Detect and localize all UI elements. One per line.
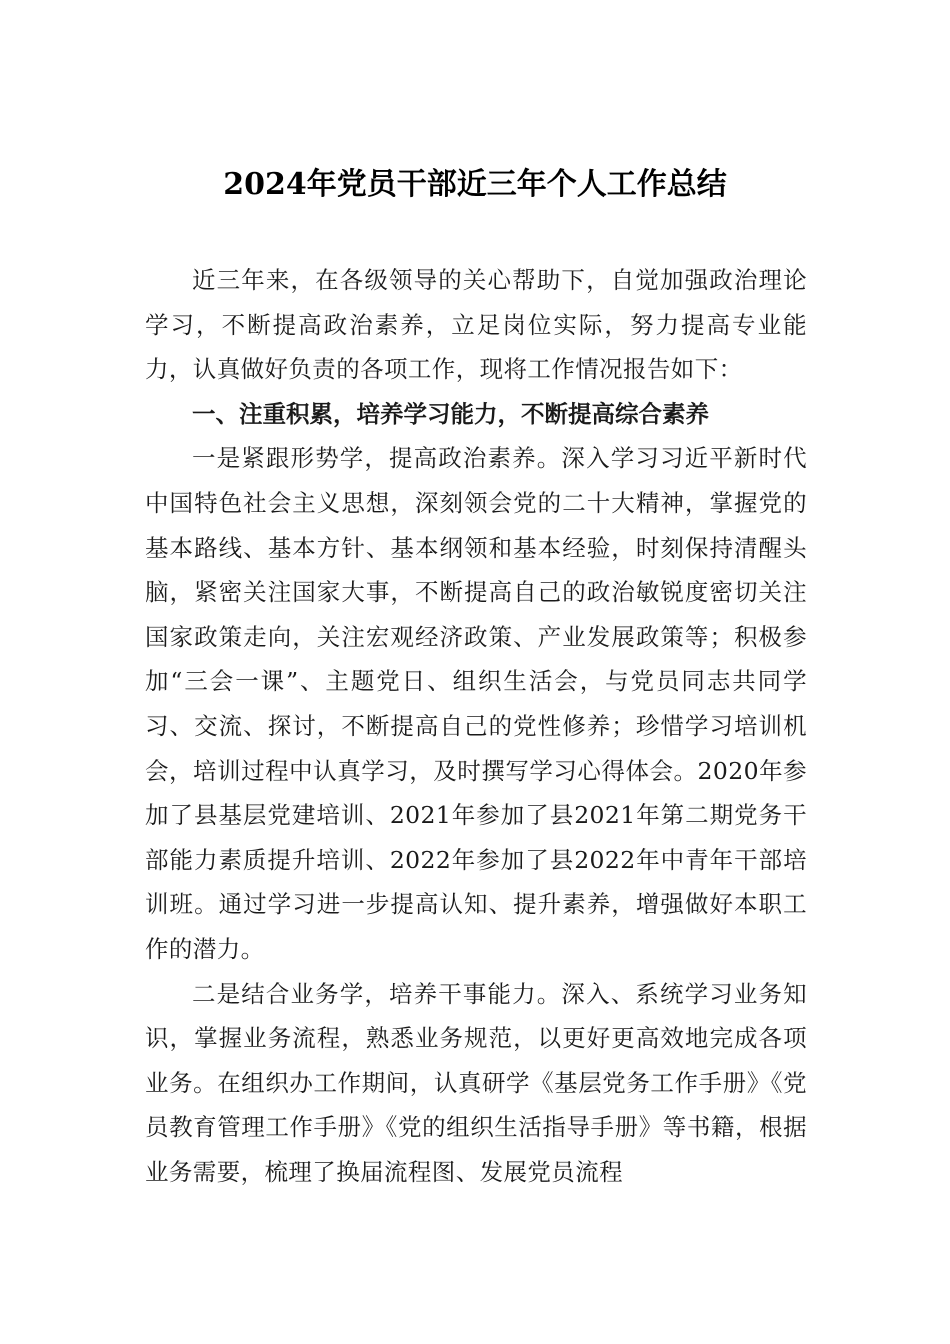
document-body <box>145 258 807 1194</box>
intro-paragraph: 近三年来，在各级领导的关心帮助下，自觉加强政治理论学习，不断提高政治素养，立足岗位实际，努力提高专业能力，认真做好负责的各项工作，现将工作情况报告如下： <box>145 266 807 384</box>
body-paragraph: 二是结合业务学，培养干事能力。深入、系统学习业务知识，掌握业务流程，熟悉业务规范，以更好更高效地完成各项业务。在组织办工作期间，认真研学《基层党务工作手册》《党员教育管理工作手册》《党的组织生活指导手册》等书籍，根据业务需要，梳理了换届流程图、发展党员流程 <box>145 979 807 1186</box>
section-heading: 一、注重积累，培养学习能力，不断提高综合素养 <box>192 399 709 428</box>
document-title: 2024年党员干部近三年个人工作总结 <box>223 167 727 202</box>
body-paragraph: 一是紧跟形势学，提高政治素养。深入学习习近平新时代中国特色社会主义思想，深刻领会党的二十大精神，掌握党的基本路线、基本方针、基本纲领和基本经验，时刻保持清醒头脑，紧密关注国家大事，不断提高自己的政治敏锐度密切关注国家政策走向，关注宏观经济政策、产业发展政策等；积极参加“三会一课”、主题党日、组织生活会，与党员同志共同学习、交流、探讨，不断提高自己的党性修养；珍惜学习培训机会，培训过程中认真学习，及时撰写学习心得体会。2020年参加了县基层党建培训、2021年参加了县2021年第二期党务干部能力素质提升培训、2022年参加了县2022年中青年干部培训班。通过学习进一步提高认知、提升素养，增强做好本职工作的潜力。 <box>145 444 807 963</box>
